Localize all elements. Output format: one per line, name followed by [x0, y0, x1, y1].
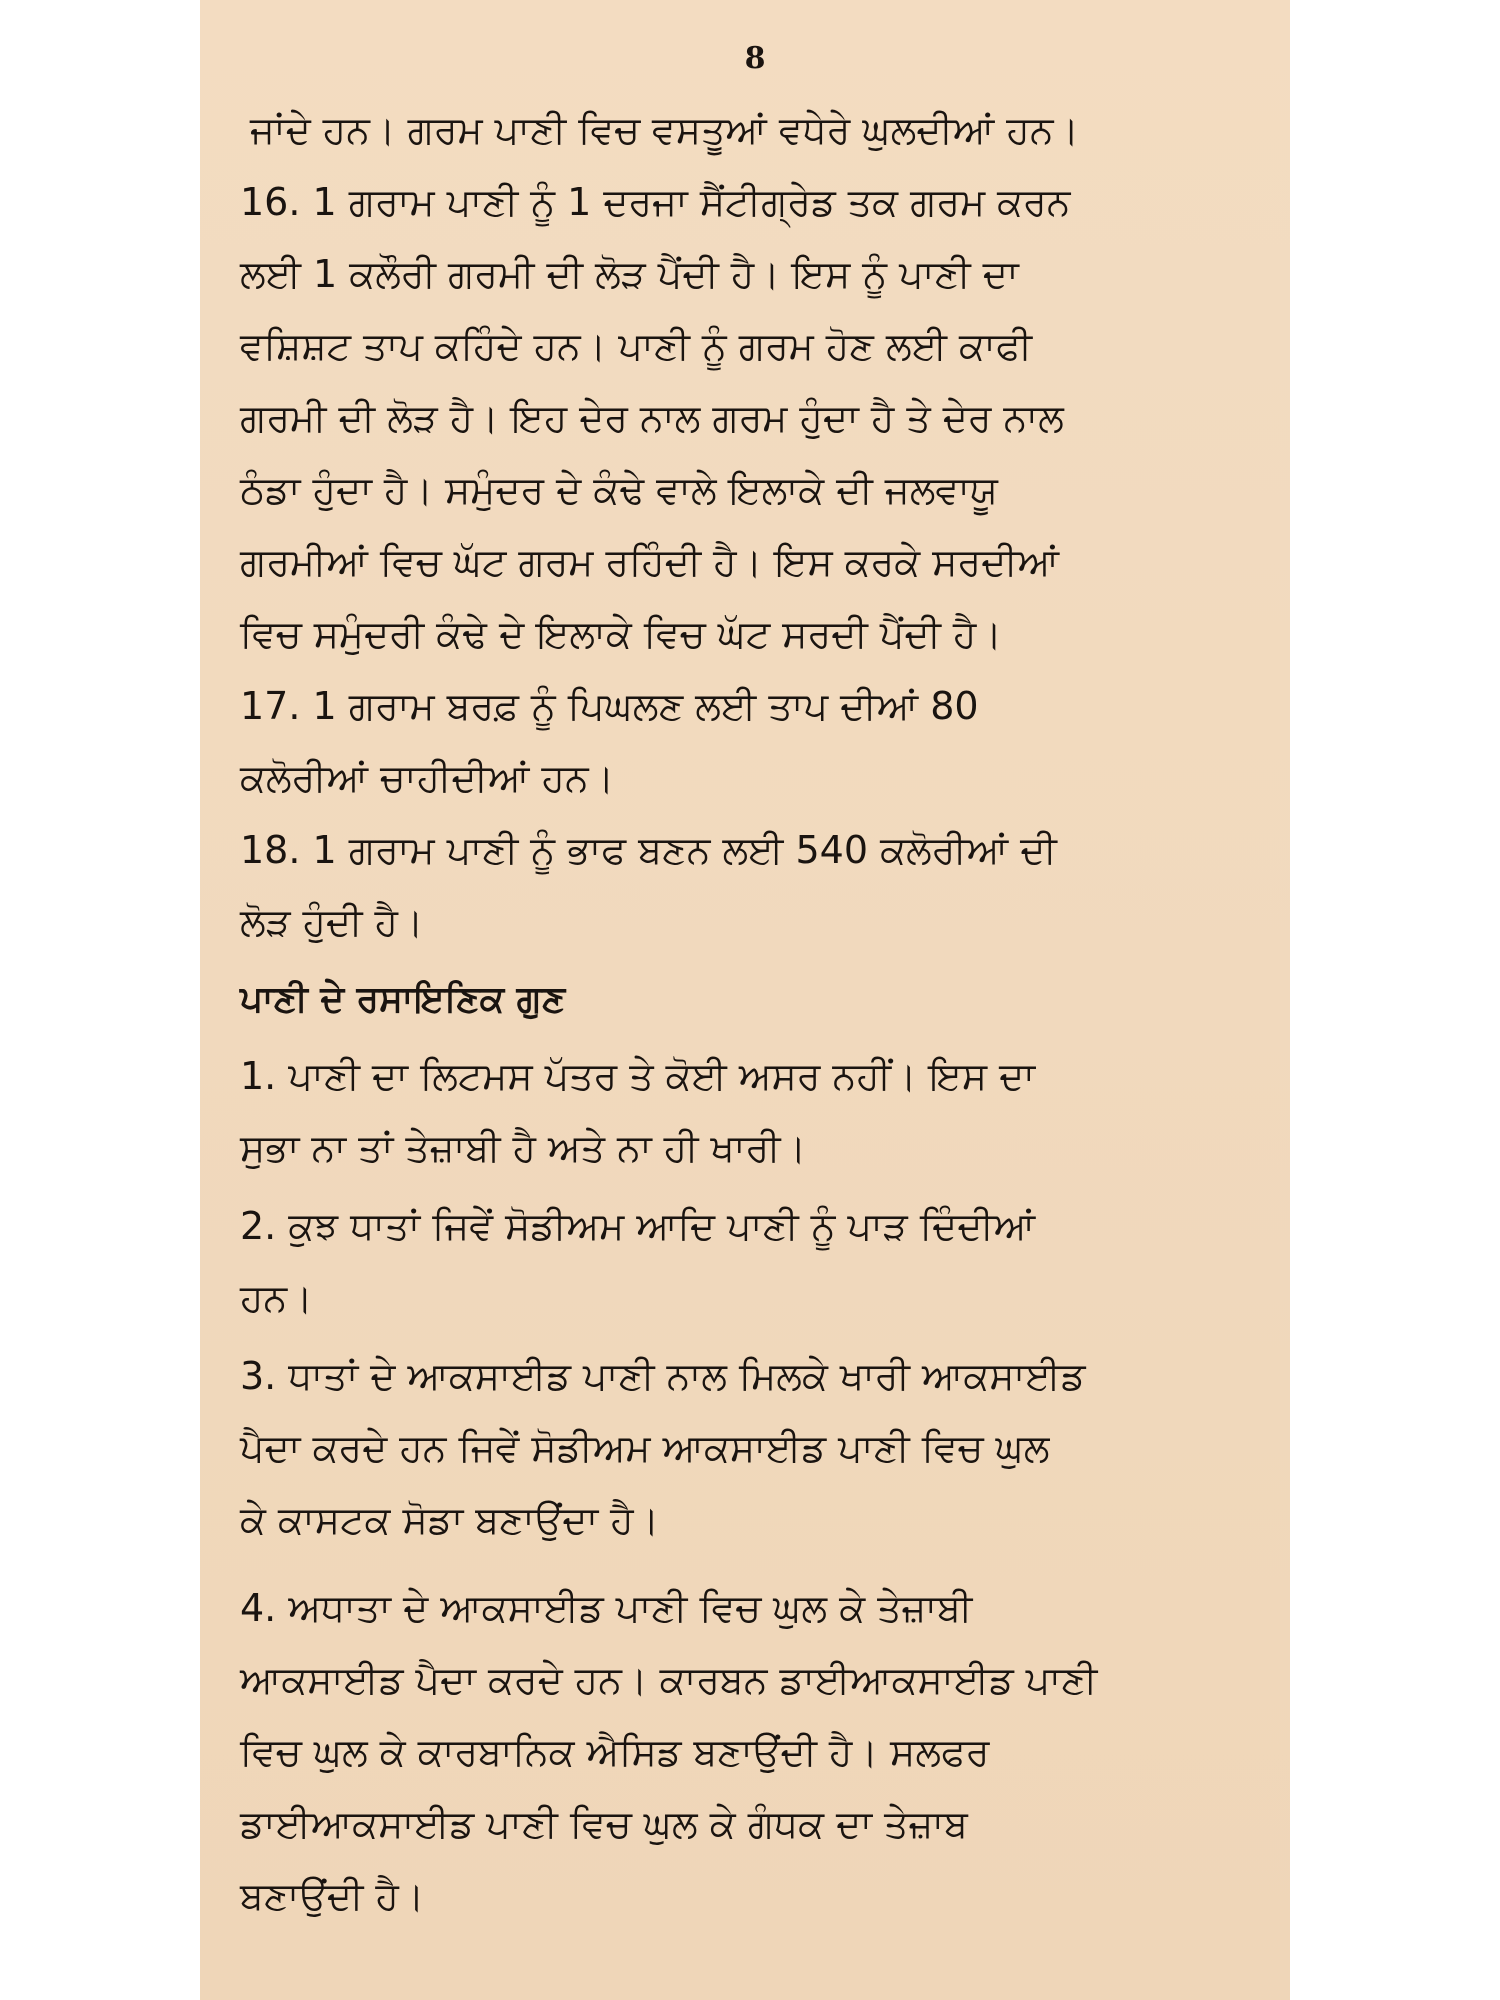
paragraph-carryover — [240, 94, 1270, 166]
text-line: ਡਾਈਆਕਸਾਈਡ ਪਾਣੀ ਵਿਚ ਘੁਲ ਕੇ ਗੰਧਕ ਦਾ ਤੇਜ਼ਾਬ — [240, 1802, 968, 1846]
chemical-property-1 — [240, 1040, 1270, 1184]
text-line: ਲੋੜ ਹੁੰਦੀ ਹੈ। — [240, 900, 424, 944]
text-line: ਗਰਮੀ ਦੀ ਲੋੜ ਹੈ। ਇਹ ਦੇਰ ਨਾਲ ਗਰਮ ਹੁੰਦਾ ਹੈ ਤੇ ਦੇਰ ਨਾਲ — [240, 396, 1064, 440]
chemical-property-2 — [240, 1190, 1270, 1334]
section-heading: ਪਾਣੀ ਦੇ ਰਸਾਇਣਿਕ ਗੁਣ — [240, 979, 566, 1020]
text-line: ਜਾਂਦੇ ਹਨ। ਗਰਮ ਪਾਣੀ ਵਿਚ ਵਸਤੂਆਂ ਵਧੇਰੇ ਘੁਲਦੀਆਂ ਹਨ। — [250, 108, 1080, 152]
text-line: ਬਣਾਉਂਦੀ ਹੈ। — [240, 1874, 425, 1918]
text-line: ਆਕਸਾਈਡ ਪੈਦਾ ਕਰਦੇ ਹਨ। ਕਾਰਬਨ ਡਾਈਆਕਸਾਈਡ ਪਾਣੀ — [240, 1658, 1098, 1702]
text-line: ਲਈ 1 ਕਲੌਰੀ ਗਰਮੀ ਦੀ ਲੋੜ ਪੈਂਦੀ ਹੈ। ਇਸ ਨੂੰ ਪਾਣੀ ਦਾ — [240, 252, 1019, 296]
paragraph-point-18 — [240, 814, 1270, 958]
text-line: ਠੰਡਾ ਹੁੰਦਾ ਹੈ। ਸਮੁੰਦਰ ਦੇ ਕੰਢੇ ਵਾਲੇ ਇਲਾਕੇ ਦੀ ਜਲਵਾਯੂ — [240, 468, 998, 512]
text-line: 4. ਅਧਾਤਾ ਦੇ ਆਕਸਾਈਡ ਪਾਣੀ ਵਿਚ ਘੁਲ ਕੇ ਤੇਜ਼ਾਬੀ — [240, 1586, 973, 1630]
text-line: ਸੁਭਾ ਨਾ ਤਾਂ ਤੇਜ਼ਾਬੀ ਹੈ ਅਤੇ ਨਾ ਹੀ ਖਾਰੀ। — [240, 1126, 807, 1170]
chemical-property-3 — [240, 1340, 1270, 1556]
text-line: 2. ਕੁਝ ਧਾਤਾਂ ਜਿਵੇਂ ਸੋਡੀਅਮ ਆਦਿ ਪਾਣੀ ਨੂੰ ਪਾੜ ਦਿੰਦੀਆਂ — [240, 1204, 1036, 1248]
document-page — [200, 0, 1290, 2000]
text-line: 3. ਧਾਤਾਂ ਦੇ ਆਕਸਾਈਡ ਪਾਣੀ ਨਾਲ ਮਿਲਕੇ ਖਾਰੀ ਆਕਸਾਈਡ — [240, 1354, 1086, 1398]
paragraph-point-17 — [240, 670, 1270, 814]
text-line: 18. 1 ਗਰਾਮ ਪਾਣੀ ਨੂੰ ਭਾਫ ਬਣਨ ਲਈ 540 ਕਲੋਰੀਆਂ ਦੀ — [240, 828, 1057, 872]
page-number: 8 — [744, 41, 766, 76]
chemical-property-4 — [240, 1572, 1270, 1932]
text-line: ਹਨ। — [240, 1276, 313, 1320]
text-line: ਕੇ ਕਾਸਟਕ ਸੋਡਾ ਬਣਾਉਂਦਾ ਹੈ। — [240, 1498, 660, 1542]
text-line: 16. 1 ਗਰਾਮ ਪਾਣੀ ਨੂੰ 1 ਦਰਜਾ ਸੈਂਟੀਗ੍ਰੇਡ ਤਕ ਗਰਮ ਕਰਨ — [240, 180, 1071, 224]
text-line: 1. ਪਾਣੀ ਦਾ ਲਿਟਮਸ ਪੱਤਰ ਤੇ ਕੋਈ ਅਸਰ ਨਹੀਂ। ਇਸ ਦਾ — [240, 1054, 1036, 1098]
text-line: ਵਸ਼ਿਸ਼ਟ ਤਾਪ ਕਹਿੰਦੇ ਹਨ। ਪਾਣੀ ਨੂੰ ਗਰਮ ਹੋਣ ਲਈ ਕਾਫੀ — [240, 324, 1033, 368]
paragraph-point-16 — [240, 166, 1270, 670]
text-line: 17. 1 ਗਰਾਮ ਬਰਫ਼ ਨੂੰ ਪਿਘਲਣ ਲਈ ਤਾਪ ਦੀਆਂ 80 — [240, 684, 979, 728]
text-line: ਵਿਚ ਸਮੁੰਦਰੀ ਕੰਢੇ ਦੇ ਇਲਾਕੇ ਵਿਚ ਘੱਟ ਸਰਦੀ ਪੈਂਦੀ ਹੈ। — [240, 612, 1002, 656]
text-line: ਵਿਚ ਘੁਲ ਕੇ ਕਾਰਬਾਨਿਕ ਐਸਿਡ ਬਣਾਉਂਦੀ ਹੈ। ਸਲਫਰ — [240, 1730, 990, 1774]
text-line: ਗਰਮੀਆਂ ਵਿਚ ਘੱਟ ਗਰਮ ਰਹਿੰਦੀ ਹੈ। ਇਸ ਕਰਕੇ ਸਰਦੀਆਂ — [240, 540, 1060, 584]
text-line: ਪੈਦਾ ਕਰਦੇ ਹਨ ਜਿਵੇਂ ਸੋਡੀਅਮ ਆਕਸਾਈਡ ਪਾਣੀ ਵਿਚ ਘੁਲ — [240, 1426, 1050, 1470]
text-line: ਕਲੋਰੀਆਂ ਚਾਹੀਦੀਆਂ ਹਨ। — [240, 756, 615, 800]
